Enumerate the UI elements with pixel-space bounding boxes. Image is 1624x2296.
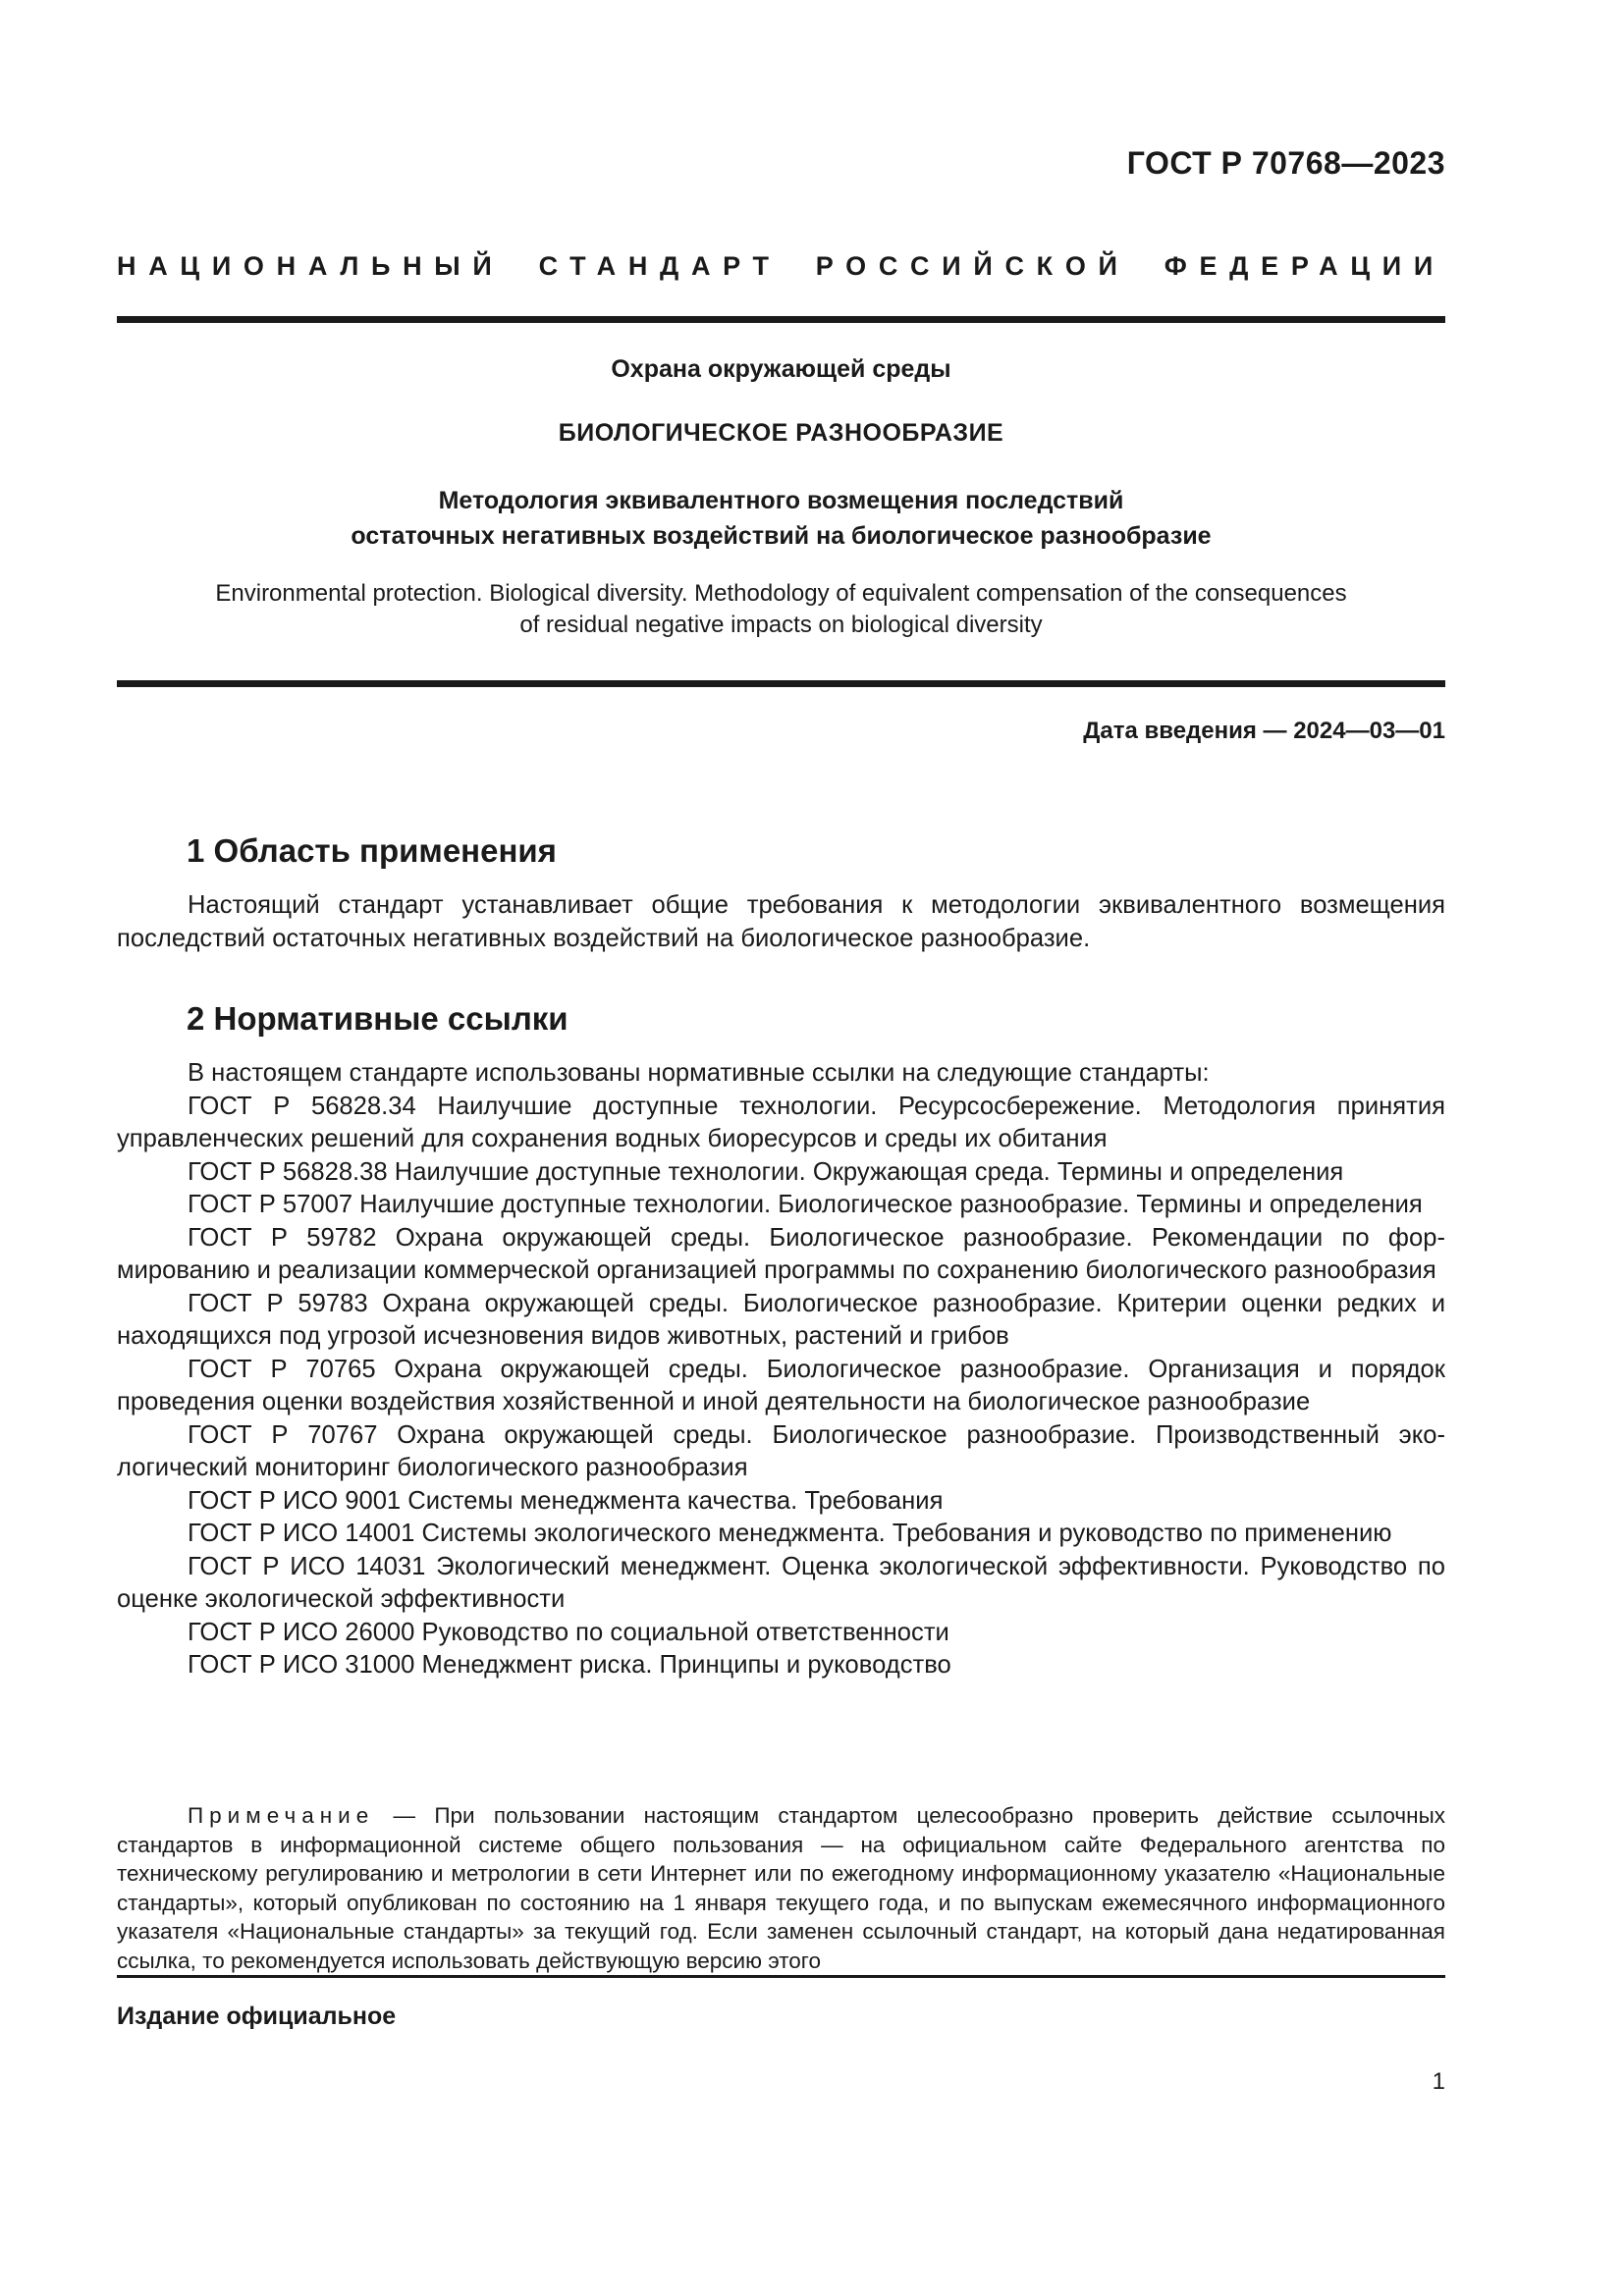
reference-item: ГОСТ Р 59783 Охрана окружающей среды. Биологическое разнообразие. Критерии оценки редких и находящихся под угрозой исчезновения видов животных, растений и грибов bbox=[117, 1289, 1445, 1350]
reference-item: ГОСТ Р ИСО 14001 Системы экологического менеджмента. Требования и руководство по применению bbox=[188, 1520, 1392, 1547]
reference-item: ГОСТ Р ИСО 14031 Экологический менеджмент. Оценка экологической эффективности. Руководство по оценке экологической эффективности bbox=[117, 1552, 1445, 1613]
reference-item: ГОСТ Р 56828.34 Наилучшие доступные технологии. Ресурсосбережение. Методология принятия управленческих решений для сохранения водных биоресурсов и среды их обитания bbox=[117, 1092, 1445, 1152]
note-text: — При пользовании настоящим стандартом целесообразно проверить действие ссылочных стандартов в информационной системе общего пользования — на официальном сайте Федерального агентства по техническому регулированию и метрологии в сети Интернет или по ежегодному информационному указателю «Национальные стандарты», который опубликован по состоянию на 1 января текущего года, и по выпускам ежемесячного информационного указателя «Национальные стандарты» за текущий год. Если заменен ссылочный стандарт, на который дана недатированная ссылка, то рекомендуется использовать действующую версию этого bbox=[117, 1803, 1445, 1973]
footer-divider bbox=[117, 1975, 1445, 1978]
section-1-heading: 1 Область применения bbox=[187, 832, 557, 869]
reference-item: ГОСТ Р ИСО 9001 Системы менеджмента качества. Требования bbox=[188, 1486, 944, 1515]
reference-item: ГОСТ Р 56828.38 Наилучшие доступные технологии. Окружающая среда. Термины и определения bbox=[188, 1157, 1344, 1186]
english-title-line-1: Environmental protection. Biological diversity. Methodology of equivalent compensation of the consequences bbox=[215, 580, 1347, 607]
note-label: Примечание bbox=[188, 1803, 375, 1828]
document-number: ГОСТ Р 70768—2023 bbox=[1126, 145, 1445, 181]
reference-item: ГОСТ Р ИСО 26000 Руководство по социальной ответственности bbox=[188, 1618, 949, 1646]
section-2-heading: 2 Нормативные ссылки bbox=[187, 1000, 568, 1037]
reference-item: ГОСТ Р 59782 Охрана окружающей среды. Биологическое разнообразие. Рекомендации по формированию и реализации коммерческой организацией программы по сохранению биологического разнообразия bbox=[117, 1223, 1445, 1284]
english-title-line-2: of residual negative impacts on biological diversity bbox=[519, 612, 1043, 638]
english-title bbox=[117, 578, 1445, 641]
reference-item: ГОСТ Р ИСО 31000 Менеджмент риска. Принципы и руководство bbox=[188, 1651, 951, 1679]
standard-subtitle: БИОЛОГИЧЕСКОЕ РАЗНООБРАЗИЕ bbox=[558, 419, 1004, 447]
national-standard-title: НАЦИОНАЛЬНЫЙ СТАНДАРТ РОССИЙСКОЙ ФЕДЕРАЦИИ bbox=[117, 251, 1445, 281]
section-2-body bbox=[117, 1057, 1445, 1682]
standard-method-title bbox=[117, 483, 1445, 554]
method-title-line-1: Методология эквивалентного возмещения последствий bbox=[438, 487, 1124, 514]
references-intro: В настоящем стандарте использованы нормативные ссылки на следующие стандарты: bbox=[188, 1059, 1210, 1087]
method-title-line-2: остаточных негативных воздействий на биологическое разнообразие bbox=[351, 522, 1212, 550]
top-divider bbox=[117, 316, 1445, 323]
reference-item: ГОСТ Р 70765 Охрана окружающей среды. Биологическое разнообразие. Организация и порядок проведения оценки воздействия хозяйственной и иной деятельности на биологическое разнообразие bbox=[117, 1355, 1445, 1415]
section-1-paragraph: Настоящий стандарт устанавливает общие требования к методологии эквивалентного возмещения последствий остаточных негативных воздействий на биологическое разнообразие. bbox=[117, 891, 1445, 952]
introduction-date: Дата введения — 2024—03—01 bbox=[1083, 718, 1445, 744]
edition-label: Издание официальное bbox=[117, 2002, 397, 2030]
reference-item: ГОСТ Р 57007 Наилучшие доступные технологии. Биологическое разнообразие. Термины и определения bbox=[188, 1191, 1423, 1218]
page-number: 1 bbox=[1432, 2068, 1445, 2095]
reference-note bbox=[117, 1801, 1445, 1976]
reference-item: ГОСТ Р 70767 Охрана окружающей среды. Биологическое разнообразие. Производственный экологический мониторинг биологического разнообразия bbox=[117, 1420, 1445, 1481]
section-1-body bbox=[117, 889, 1445, 955]
title-divider bbox=[117, 680, 1445, 687]
standard-subject: Охрана окружающей среды bbox=[611, 355, 951, 383]
